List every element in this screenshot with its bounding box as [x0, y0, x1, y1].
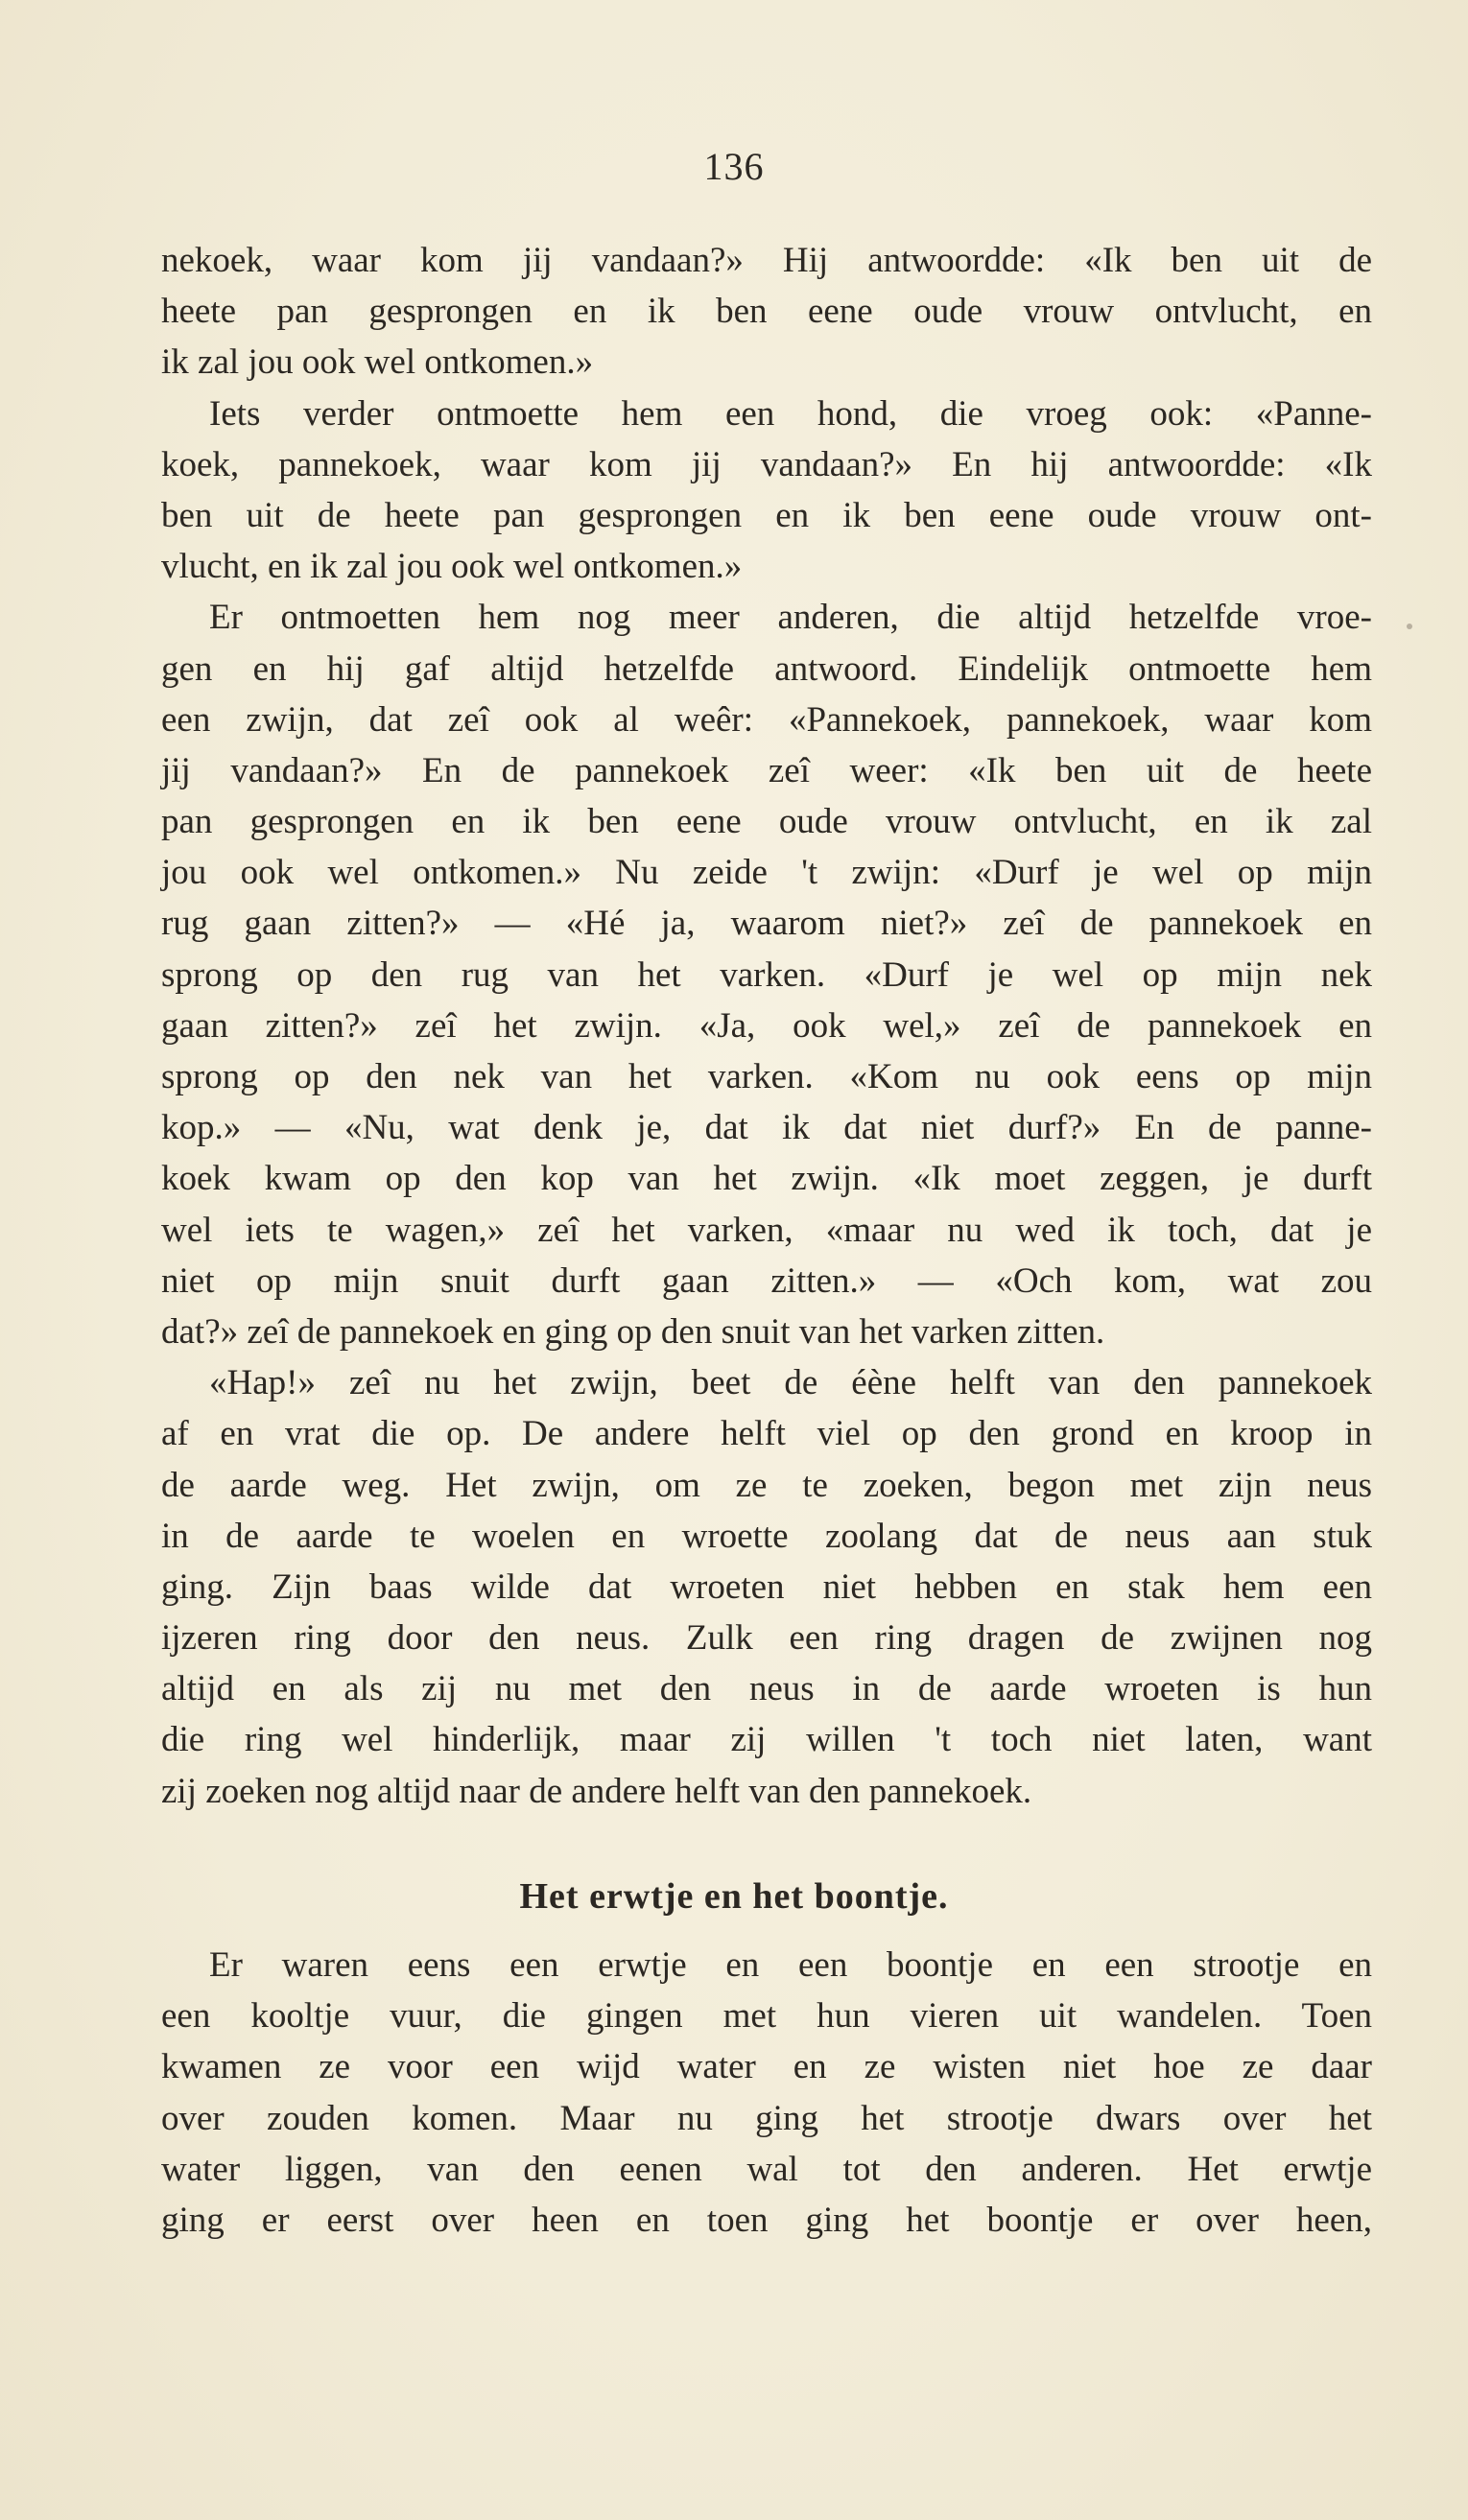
text-line: koek, pannekoek, waar kom jij vandaan?» En hij antwoordde: «Ik [161, 444, 1372, 484]
text-line: ik zal jou ook wel ontkomen.» [161, 342, 594, 383]
text-line: sprong op den nek van het varken. «Kom nu ook eens op mijn [161, 1057, 1372, 1096]
text-line: ijzeren ring door den neus. Zulk een ring dragen de zwijnen nog [161, 1618, 1372, 1659]
text-line: dat?» zeî de pannekoek en ging op den snuit van het varken zitten. [161, 1311, 1105, 1352]
text-line: kwamen ze voor een wijd water en ze wisten niet hoe ze daar [161, 2047, 1372, 2087]
text-line: gen en hij gaf altijd hetzelfde antwoord. Eindelijk ontmoette hem [161, 648, 1372, 689]
text-line: af en vrat die op. De andere helft viel op den grond en kroop in [161, 1414, 1372, 1454]
text-line: «Hap!» zeî nu het zwijn, beet de éène helft van den pannekoek [209, 1363, 1372, 1403]
text-line: Er waren eens een erwtje en een boontje en een strootje en [209, 1945, 1372, 1985]
text-line: een zwijn, dat zeî ook al weêr: «Pannekoek, pannekoek, waar kom [161, 699, 1372, 740]
text-line: wel iets te wagen,» zeî het varken, «maar nu wed ik toch, dat je [161, 1210, 1372, 1250]
margin-speck [1407, 624, 1412, 629]
text-line: ben uit de heete pan gesprongen en ik ben eene oude vrouw ont- [161, 495, 1372, 535]
text-line: kop.» — «Nu, wat denk je, dat ik dat niet durf?» En de panne- [161, 1108, 1372, 1148]
text-line: koek kwam op den kop van het zwijn. «Ik moet zeggen, je durft [161, 1159, 1372, 1199]
text-line: over zouden komen. Maar nu ging het strootje dwars over het [161, 2098, 1372, 2138]
text-line: water liggen, van den eenen wal tot den anderen. Het erwtje [161, 2149, 1372, 2189]
text-line: gaan zitten?» zeî het zwijn. «Ja, ook wel,» zeî de pannekoek en [161, 1005, 1372, 1046]
text-line: zij zoeken nog altijd naar de andere helft van den pannekoek. [161, 1771, 1032, 1811]
text-line: sprong op den rug van het varken. «Durf je wel op mijn nek [161, 954, 1372, 995]
text-line: die ring wel hinderlijk, maar zij willen 't toch niet laten, want [161, 1720, 1372, 1760]
text-line: niet op mijn snuit durft gaan zitten.» — «Och kom, wat zou [161, 1260, 1372, 1301]
text-line: altijd en als zij nu met den neus in de aarde wroeten is hun [161, 1669, 1372, 1709]
text-line: nekoek, waar kom jij vandaan?» Hij antwoordde: «Ik ben uit de [161, 241, 1372, 280]
text-line: in de aarde te woelen en wroette zoolang dat de neus aan stuk [161, 1516, 1372, 1556]
text-line: Er ontmoetten hem nog meer anderen, die altijd hetzelfde vroe- [209, 598, 1372, 638]
text-line: pan gesprongen en ik ben eene oude vrouw ontvlucht, en ik zal [161, 802, 1372, 842]
text-line: heete pan gesprongen en ik ben eene oude vrouw ontvlucht, en [161, 292, 1372, 332]
text-line: ging. Zijn baas wilde dat wroeten niet hebben en stak hem een [161, 1566, 1372, 1607]
text-line: ging er eerst over heen en toen ging het boontje er over heen, [161, 2200, 1372, 2240]
text-line: rug gaan zitten?» — «Hé ja, waarom niet?» zeî de pannekoek en [161, 904, 1372, 944]
text-line: de aarde weg. Het zwijn, om ze te zoeken, begon met zijn neus [161, 1465, 1372, 1505]
text-line: Iets verder ontmoette hem een hond, die vroeg ook: «Panne- [209, 393, 1372, 434]
story-text-pannekoek [161, 235, 1372, 1817]
text-line: jou ook wel ontkomen.» Nu zeide 't zwijn: «Durf je wel op mijn [161, 853, 1372, 893]
text-line: vlucht, en ik zal jou ook wel ontkomen.» [161, 547, 743, 587]
story-text-erwtje [161, 1940, 1372, 2246]
story-heading: Het erwtje en het boontje. [519, 1876, 949, 1917]
page-number: 136 [703, 145, 765, 188]
text-line: jij vandaan?» En de pannekoek zeî weer: «Ik ben uit de heete [161, 750, 1372, 790]
text-line: een kooltje vuur, die gingen met hun vieren uit wandelen. Toen [161, 1996, 1372, 2037]
